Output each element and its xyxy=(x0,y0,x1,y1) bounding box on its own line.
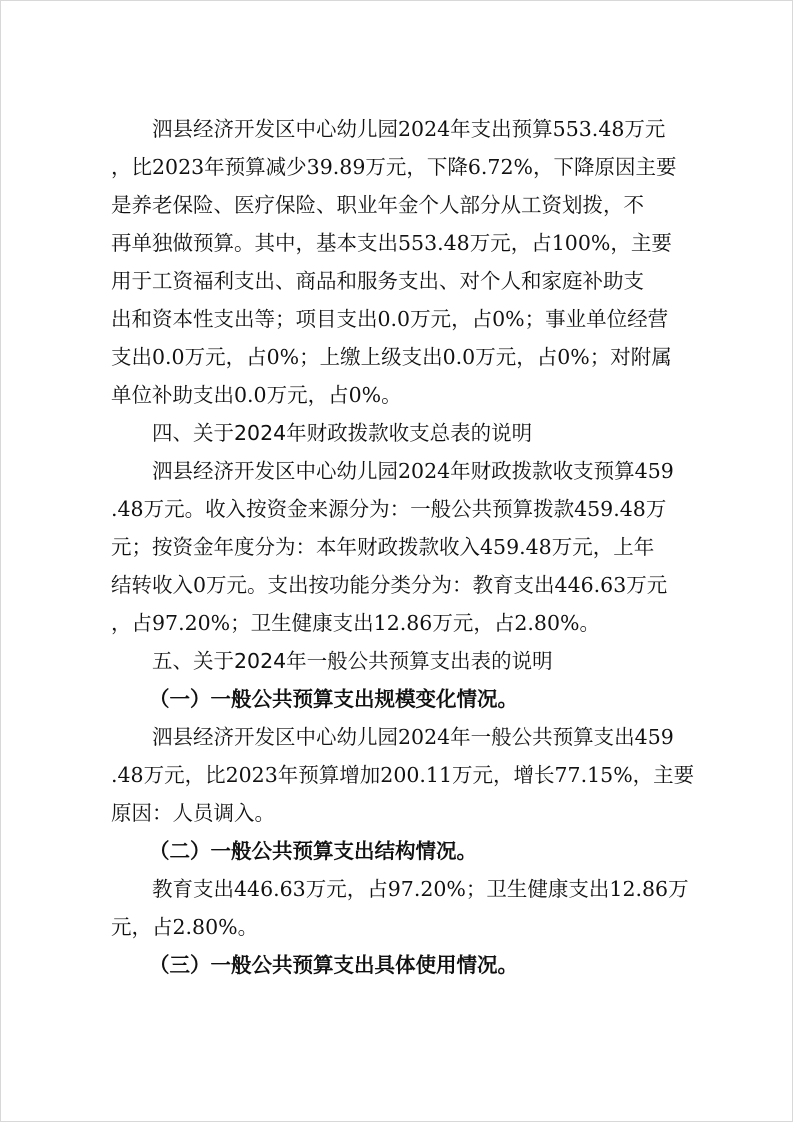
subsection-heading-1: （一）一般公共预算支出规模变化情况。 xyxy=(149,687,518,711)
paragraph-3-line-1: 泗县经济开发区中心幼儿园2024年一般公共预算支出459 xyxy=(152,725,674,749)
paragraph-3-line-2: .48万元，比2023年预算增加200.11万元，增长77.15%，主要 xyxy=(111,763,695,787)
paragraph-2-line-4: 结转收入0万元。支出按功能分类分为：教育支出446.63万元 xyxy=(111,573,668,597)
paragraph-2-line-1: 泗县经济开发区中心幼儿园2024年财政拨款收支预算459 xyxy=(152,459,674,483)
paragraph-2-line-3: 元；按资金年度分为：本年财政拨款收入459.48万元，上年 xyxy=(111,535,655,559)
paragraph-2-line-5: ，占97.20%；卫生健康支出12.86万元，占2.80%。 xyxy=(111,611,600,635)
subsection-heading-3: （三）一般公共预算支出具体使用情况。 xyxy=(149,953,518,977)
paragraph-1-line-2: ，比2023年预算减少39.89万元，下降6.72%，下降原因主要 xyxy=(111,155,677,179)
paragraph-4-line-1: 教育支出446.63万元，占97.20%；卫生健康支出12.86万 xyxy=(152,877,689,901)
paragraph-1-line-1: 泗县经济开发区中心幼儿园2024年支出预算553.48万元 xyxy=(152,117,666,141)
section-heading-4: 四、关于2024年财政拨款收支总表的说明 xyxy=(152,421,533,445)
paragraph-1-line-5: 用于工资福利支出、商品和服务支出、对个人和家庭补助支 xyxy=(111,269,644,293)
subsection-heading-2: （二）一般公共预算支出结构情况。 xyxy=(149,839,477,863)
paragraph-1-line-7: 支出0.0万元，占0%；上缴上级支出0.0万元，占0%；对附属 xyxy=(111,345,672,369)
paragraph-1-line-6: 出和资本性支出等；项目支出0.0万元，占0%；事业单位经营 xyxy=(111,307,669,331)
paragraph-4-line-2: 元，占2.80%。 xyxy=(111,915,259,939)
paragraph-1-line-4: 再单独做预算。其中，基本支出553.48万元，占100%，主要 xyxy=(111,231,672,255)
paragraph-1-line-3: 是养老保险、医疗保险、职业年金个人部分从工资划拨，不 xyxy=(111,193,644,217)
section-heading-5: 五、关于2024年一般公共预算支出表的说明 xyxy=(152,649,553,673)
paragraph-3-line-3: 原因：人员调入。 xyxy=(111,801,275,825)
paragraph-1-line-8: 单位补助支出0.0万元，占0%。 xyxy=(111,383,402,407)
paragraph-2-line-2: .48万元。收入按资金来源分为：一般公共预算拨款459.48万 xyxy=(111,497,667,521)
